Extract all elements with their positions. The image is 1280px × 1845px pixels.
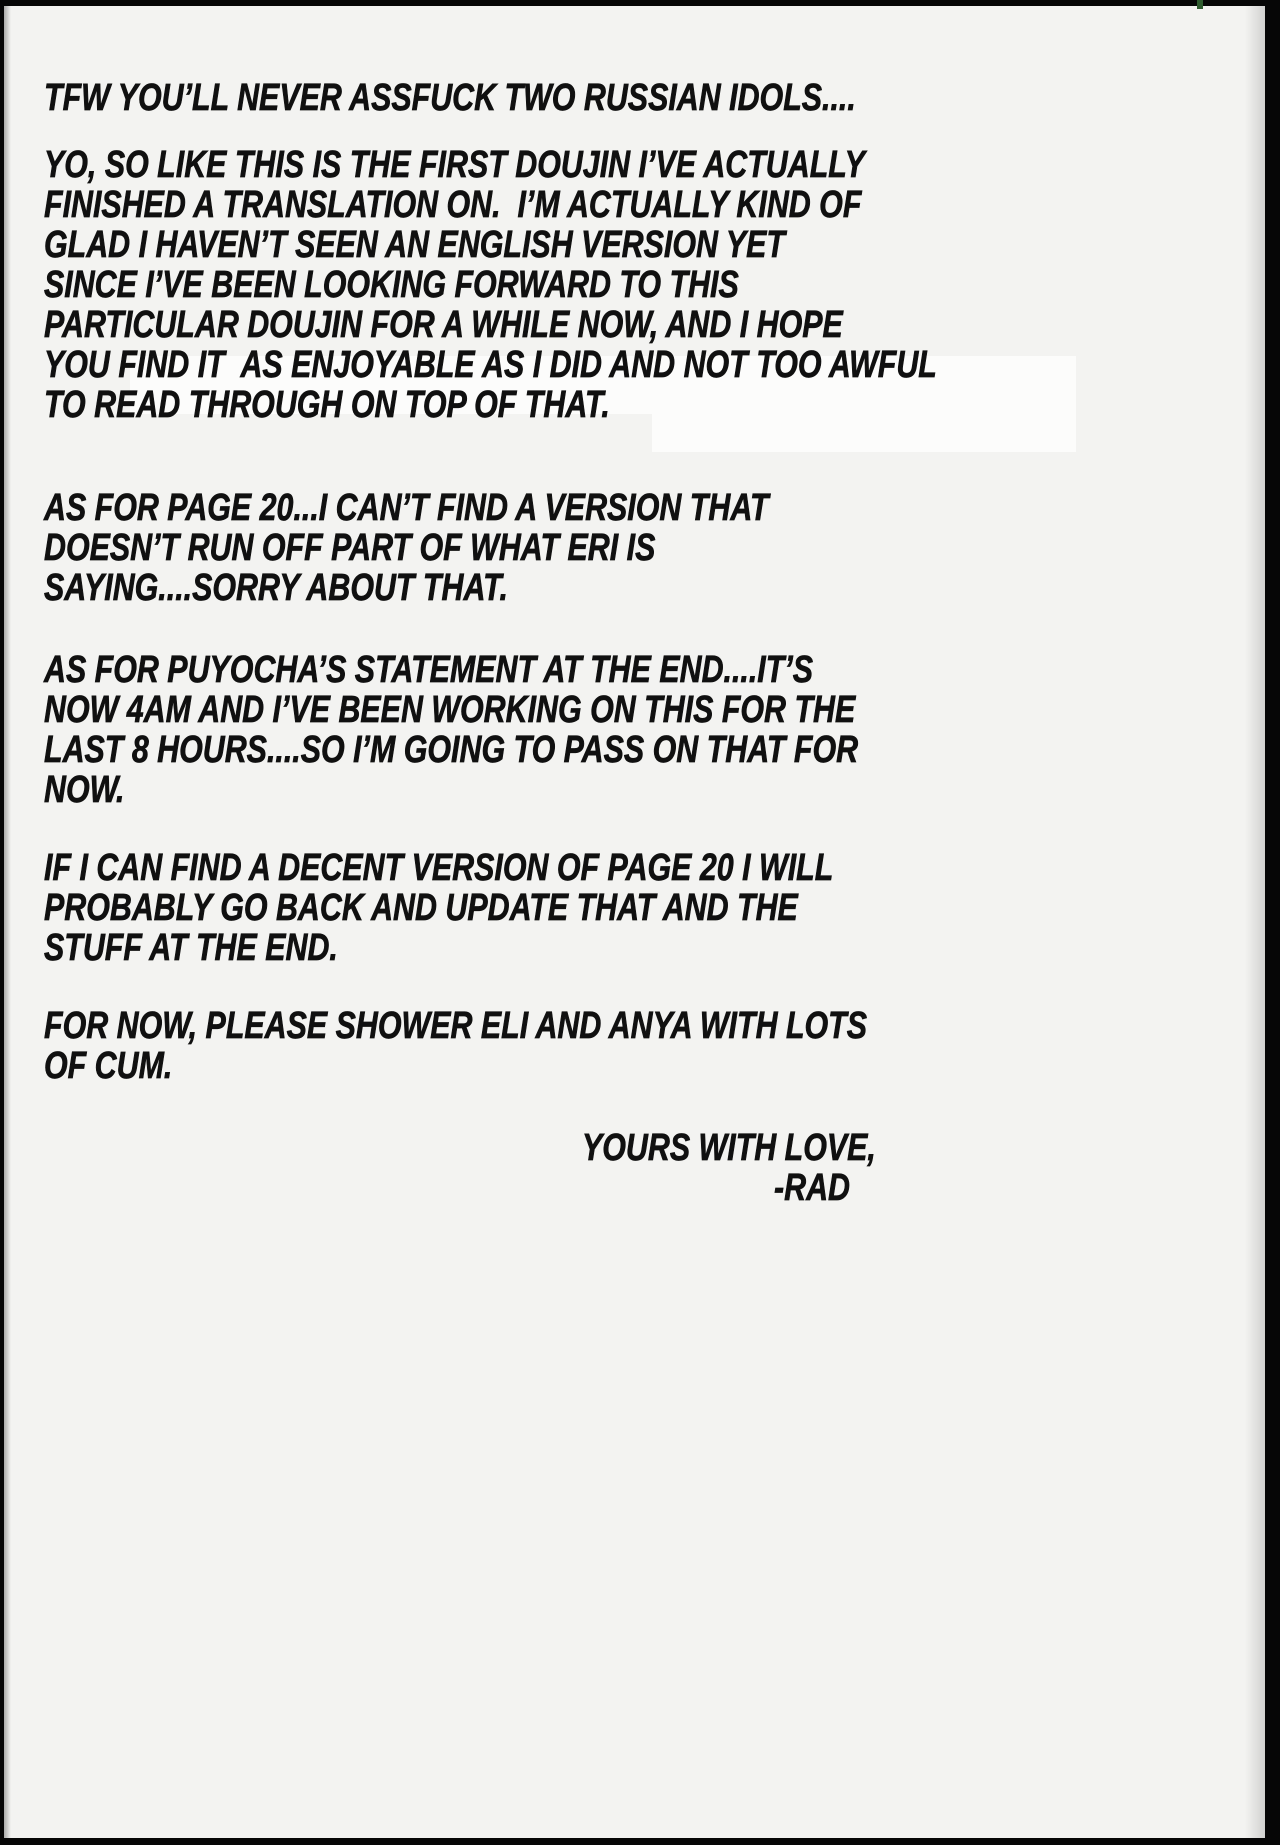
letter-line: GLAD I HAVEN’T SEEN AN ENGLISH VERSION YET (44, 224, 785, 266)
letter-line: SAYING....SORRY ABOUT THAT. (44, 567, 508, 609)
letter-line: IF I CAN FIND A DECENT VERSION OF PAGE 20 I WILL (44, 847, 834, 889)
paragraph-page20 (44, 488, 950, 608)
letter-line: PARTICULAR DOUJIN FOR A WHILE NOW, AND I HOPE (44, 304, 843, 346)
paragraph-closing (44, 1006, 1073, 1086)
paragraph-intro (44, 145, 1160, 425)
letter-line: NOW 4AM AND I’VE BEEN WORKING ON THIS FOR THE (44, 689, 856, 731)
signoff-line: YOURS WITH LOVE, (582, 1127, 876, 1169)
letter-line: YOU FIND IT AS ENJOYABLE AS I DID AND NOT TOO AWFUL (44, 344, 937, 386)
letter-line: LAST 8 HOURS....SO I’M GOING TO PASS ON THAT FOR (44, 729, 859, 771)
letter-line: FOR NOW, PLEASE SHOWER ELI AND ANYA WITH LOTS (44, 1005, 868, 1047)
paragraph-update (44, 848, 1031, 968)
letter-line: AS FOR PAGE 20...I CAN’T FIND A VERSION THAT (44, 487, 769, 529)
letter-line: NOW. (44, 769, 125, 811)
heading-line: TFW YOU’LL NEVER ASSFUCK TWO RUSSIAN IDOLS.... (44, 77, 856, 119)
letter-line: SINCE I’VE BEEN LOOKING FORWARD TO THIS (44, 264, 739, 306)
letter-line: STUFF AT THE END. (44, 927, 338, 969)
letter-line: PROBABLY GO BACK AND UPDATE THAT AND THE (44, 887, 798, 929)
letter-line: TO READ THROUGH ON TOP OF THAT. (44, 384, 610, 426)
letter-line: YO, SO LIKE THIS IS THE FIRST DOUJIN I’VE ACTUALLY (44, 144, 865, 186)
signature-block (582, 1128, 949, 1208)
paragraph-puyocha (44, 650, 1062, 810)
letter-heading (44, 78, 1059, 118)
letter-line: OF CUM. (44, 1045, 173, 1087)
letter-line: DOESN’T RUN OFF PART OF WHAT ERI IS (44, 527, 656, 569)
scan-artifact (1197, 0, 1203, 9)
letter-line: FINISHED A TRANSLATION ON. I’M ACTUALLY KIND OF (44, 184, 862, 226)
paper-page (4, 6, 1265, 1838)
signoff-name: -RAD (774, 1167, 850, 1209)
letter-line: AS FOR PUYOCHA’S STATEMENT AT THE END....IT’S (44, 649, 814, 691)
